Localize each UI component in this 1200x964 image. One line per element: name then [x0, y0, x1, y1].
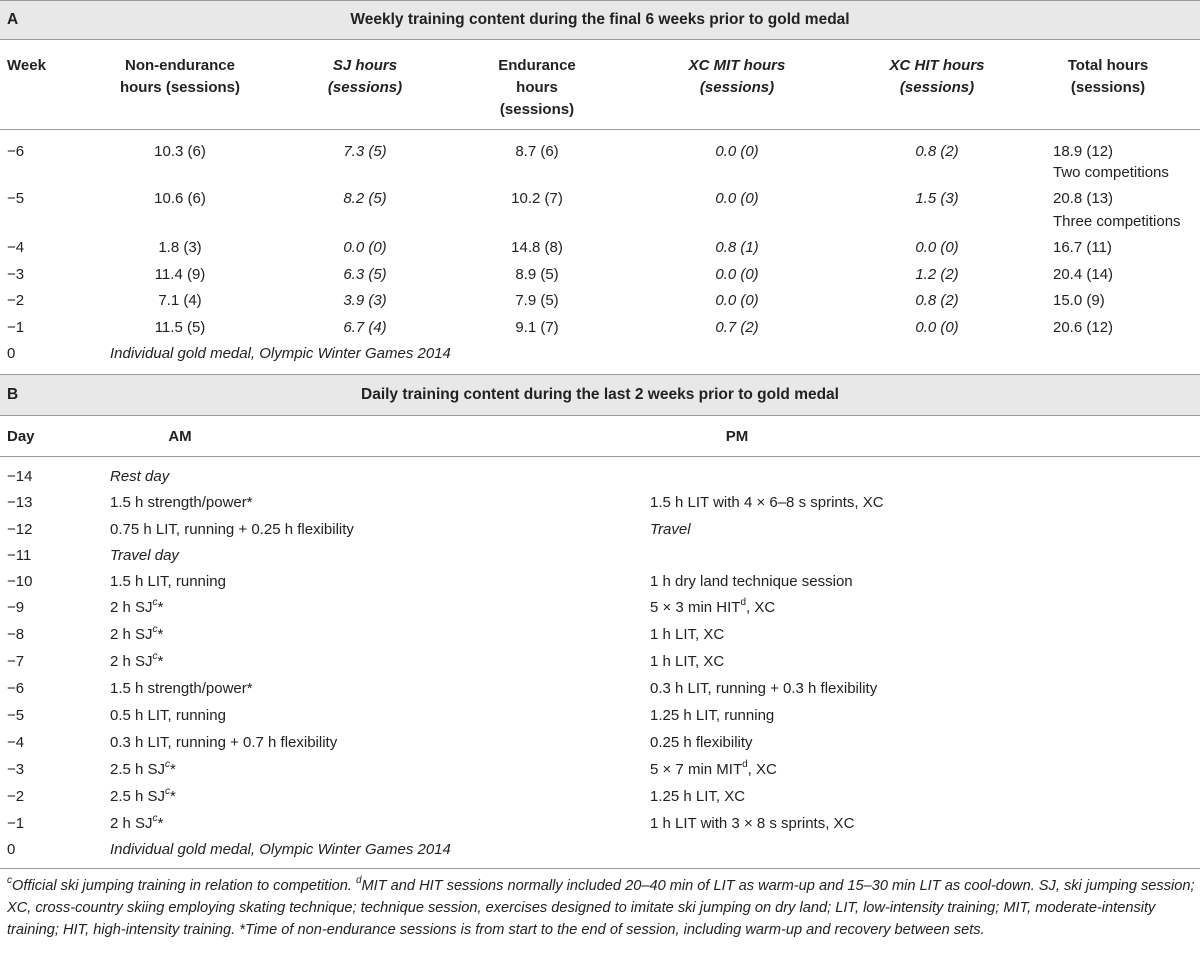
day-cell: 0	[7, 841, 16, 858]
am-cell: Travel day	[110, 547, 179, 564]
section-a-title: Weekly training content during the final 6 weeks prior to gold medal	[350, 11, 850, 28]
gold-medal-note: Individual gold medal, Olympic Winter Games 2014	[110, 841, 451, 858]
total-note: Two competitions	[1053, 164, 1169, 181]
pm-cell: Travel	[650, 521, 691, 538]
am-text: 2 h SJ	[110, 815, 153, 832]
am-cell	[110, 786, 176, 808]
header-sj-line1: SJ hours	[332, 57, 398, 74]
footnote-marker: c	[152, 624, 158, 635]
pm-cell: 1 h LIT, XC	[650, 626, 725, 643]
header-xc-mit-line2: (sessions)	[699, 79, 775, 96]
sj-cell: 3.9 (3)	[343, 292, 387, 309]
xc-hit-cell: 0.0 (0)	[915, 239, 959, 256]
xc-mit-cell: 0.0 (0)	[715, 292, 759, 309]
day-cell: −8	[7, 626, 25, 643]
am-cell: 0.3 h LIT, running + 0.7 h flexibility	[110, 734, 338, 751]
section-b-header	[0, 374, 1200, 416]
endurance-cell: 9.1 (7)	[515, 319, 559, 336]
am-cell: 1.5 h strength/power*	[110, 680, 253, 697]
am-cell	[110, 759, 176, 781]
am-cell: 1.5 h LIT, running	[110, 573, 226, 590]
xc-hit-cell: 0.8 (2)	[915, 292, 959, 309]
am-asterisk: *	[170, 761, 176, 778]
endurance-cell: 14.8 (8)	[511, 239, 563, 256]
pm-cell: 1.25 h LIT, running	[650, 707, 775, 724]
pm-text: 5 × 7 min MIT	[650, 761, 743, 778]
nonendurance-cell: 1.8 (3)	[158, 239, 202, 256]
footnote-marker: d	[742, 759, 748, 770]
xc-mit-cell: 0.7 (2)	[715, 319, 759, 336]
header-sj-line2: (sessions)	[327, 79, 403, 96]
footnote-marker: d	[740, 597, 747, 608]
footnote-text-1: Official ski jumping training in relation to competition.	[12, 878, 356, 894]
am-cell: Rest day	[110, 468, 170, 485]
nonendurance-cell: 10.6 (6)	[154, 190, 206, 207]
am-asterisk: *	[157, 653, 164, 670]
day-cell: −3	[7, 761, 25, 778]
pm-cell: 1 h dry land technique session	[650, 573, 853, 590]
total-cell: 20.4 (14)	[1053, 266, 1114, 283]
week-cell: −6	[7, 143, 25, 160]
pm-tail: , XC	[746, 599, 776, 616]
section-a-letter: A	[7, 11, 19, 28]
xc-hit-cell: 1.5 (3)	[915, 190, 959, 207]
header-pm: PM	[725, 428, 749, 445]
sj-cell: 0.0 (0)	[343, 239, 387, 256]
section-a-header-divider	[0, 129, 1200, 130]
day-cell: −7	[7, 653, 25, 670]
gold-medal-note: Individual gold medal, Olympic Winter Games 2014	[110, 345, 451, 362]
total-cell: 18.9 (12)	[1053, 143, 1114, 160]
sj-cell: 7.3 (5)	[343, 143, 387, 160]
am-cell	[110, 813, 163, 835]
week-cell: −3	[7, 266, 25, 283]
total-cell: 20.6 (12)	[1053, 319, 1114, 336]
xc-mit-cell: 0.8 (1)	[715, 239, 759, 256]
pm-cell: 0.3 h LIT, running + 0.3 h flexibility	[650, 680, 878, 697]
am-text: 2 h SJ	[110, 626, 153, 643]
pm-cell	[650, 759, 777, 781]
pm-cell: 1.25 h LIT, XC	[650, 788, 746, 805]
footnote-marker: c	[152, 813, 158, 824]
section-b-title: Daily training content during the last 2 weeks prior to gold medal	[361, 386, 839, 403]
total-cell: 20.8 (13)	[1053, 190, 1114, 207]
endurance-cell: 10.2 (7)	[511, 190, 563, 207]
header-xc-hit-line2: (sessions)	[899, 79, 975, 96]
am-text: 2 h SJ	[110, 653, 153, 670]
header-week: Week	[7, 57, 46, 74]
header-sj	[328, 55, 402, 99]
header-endurance-line1: Endurance	[498, 57, 576, 74]
header-am: AM	[168, 428, 192, 445]
week-cell: −2	[7, 292, 25, 309]
am-cell	[110, 624, 163, 646]
week-cell: −4	[7, 239, 25, 256]
am-asterisk: *	[170, 788, 176, 805]
nonendurance-cell: 11.4 (9)	[154, 266, 206, 283]
am-asterisk: *	[157, 599, 164, 616]
header-endurance	[498, 55, 576, 121]
header-nonendurance-line1: Non-endurance	[124, 57, 235, 74]
am-text: 2 h SJ	[110, 599, 153, 616]
header-xc-hit	[889, 55, 984, 99]
pm-cell	[650, 597, 775, 619]
header-endurance-line3: (sessions)	[499, 101, 575, 118]
am-cell: 1.5 h strength/power*	[110, 494, 253, 511]
header-nonendurance-line2: hours (sessions)	[119, 79, 241, 96]
day-cell: −13	[7, 494, 33, 511]
day-cell: −10	[7, 573, 33, 590]
footnote-text-2: MIT and HIT sessions normally included 20–40 min of LIT as warm-up and 15–30 min LIT as cool-down. SJ, ski jumping session; XC, cross-country skiing employing skating technique; technique session, exercises designed to imitate ski jumping on dry land; LIT, low-intensity training; MIT, moderate-intensity training; HIT, high-intensity training. *Time of non-endurance sessions is from start to the end of session, including warm-up and recovery between sets.	[7, 878, 1195, 938]
footnote-marker-d: d	[355, 875, 362, 887]
table-footnote	[7, 875, 1195, 941]
am-text: 2.5 h SJ	[110, 761, 166, 778]
am-cell	[110, 597, 163, 619]
sj-cell: 6.7 (4)	[343, 319, 387, 336]
section-b-header-divider	[0, 456, 1200, 457]
footnote-divider	[0, 868, 1200, 869]
header-day: Day	[7, 428, 35, 445]
footnote-marker: c	[165, 786, 171, 797]
am-asterisk: *	[157, 815, 164, 832]
day-cell: −14	[7, 468, 33, 485]
xc-mit-cell: 0.0 (0)	[715, 143, 759, 160]
pm-cell: 0.25 h flexibility	[650, 734, 753, 751]
footnote-marker: c	[152, 651, 158, 662]
week-cell: −1	[7, 319, 25, 336]
sj-cell: 8.2 (5)	[343, 190, 387, 207]
nonendurance-cell: 7.1 (4)	[158, 292, 202, 309]
day-cell: −9	[7, 599, 25, 616]
sj-cell: 6.3 (5)	[343, 266, 387, 283]
xc-hit-cell: 0.8 (2)	[915, 143, 959, 160]
header-total	[1068, 55, 1149, 99]
header-xc-hit-line1: XC HIT hours	[889, 57, 985, 74]
header-xc-mit	[689, 55, 786, 99]
section-b-letter: B	[7, 386, 19, 403]
am-cell: 0.5 h LIT, running	[110, 707, 226, 724]
day-cell: −4	[7, 734, 25, 751]
xc-hit-cell: 0.0 (0)	[915, 319, 959, 336]
am-text: 2.5 h SJ	[110, 788, 166, 805]
header-endurance-line2: hours	[516, 79, 558, 96]
section-a-header	[0, 0, 1200, 40]
day-cell: −11	[7, 547, 32, 564]
week-cell: −5	[7, 190, 25, 207]
week-cell: 0	[7, 345, 16, 362]
header-total-line1: Total hours	[1067, 57, 1149, 74]
footnote-marker: c	[165, 759, 171, 770]
total-cell: 15.0 (9)	[1053, 292, 1105, 309]
xc-hit-cell: 1.2 (2)	[915, 266, 959, 283]
day-cell: −2	[7, 788, 25, 805]
day-cell: −5	[7, 707, 25, 724]
header-nonendurance	[120, 55, 240, 99]
footnote-marker-c: c	[7, 875, 12, 887]
am-cell	[110, 651, 163, 673]
day-cell: −12	[7, 521, 33, 538]
total-note: Three competitions	[1053, 213, 1181, 230]
xc-mit-cell: 0.0 (0)	[715, 190, 759, 207]
nonendurance-cell: 10.3 (6)	[154, 143, 206, 160]
day-cell: −6	[7, 680, 25, 697]
header-xc-mit-line1: XC MIT hours	[688, 57, 786, 74]
nonendurance-cell: 11.5 (5)	[154, 319, 206, 336]
xc-mit-cell: 0.0 (0)	[715, 266, 759, 283]
pm-tail: , XC	[747, 761, 777, 778]
pm-cell: 1 h LIT with 3 × 8 s sprints, XC	[650, 815, 855, 832]
am-cell: 0.75 h LIT, running + 0.25 h flexibility	[110, 521, 354, 538]
am-asterisk: *	[157, 626, 164, 643]
header-total-line2: (sessions)	[1070, 79, 1146, 96]
endurance-cell: 8.7 (6)	[515, 143, 559, 160]
footnote-marker: c	[152, 597, 158, 608]
endurance-cell: 7.9 (5)	[515, 292, 559, 309]
total-cell: 16.7 (11)	[1053, 239, 1112, 256]
pm-cell: 1.5 h LIT with 4 × 6–8 s sprints, XC	[650, 494, 884, 511]
pm-cell: 1 h LIT, XC	[650, 653, 725, 670]
endurance-cell: 8.9 (5)	[515, 266, 559, 283]
day-cell: −1	[7, 815, 25, 832]
pm-text: 5 × 3 min HIT	[650, 599, 741, 616]
